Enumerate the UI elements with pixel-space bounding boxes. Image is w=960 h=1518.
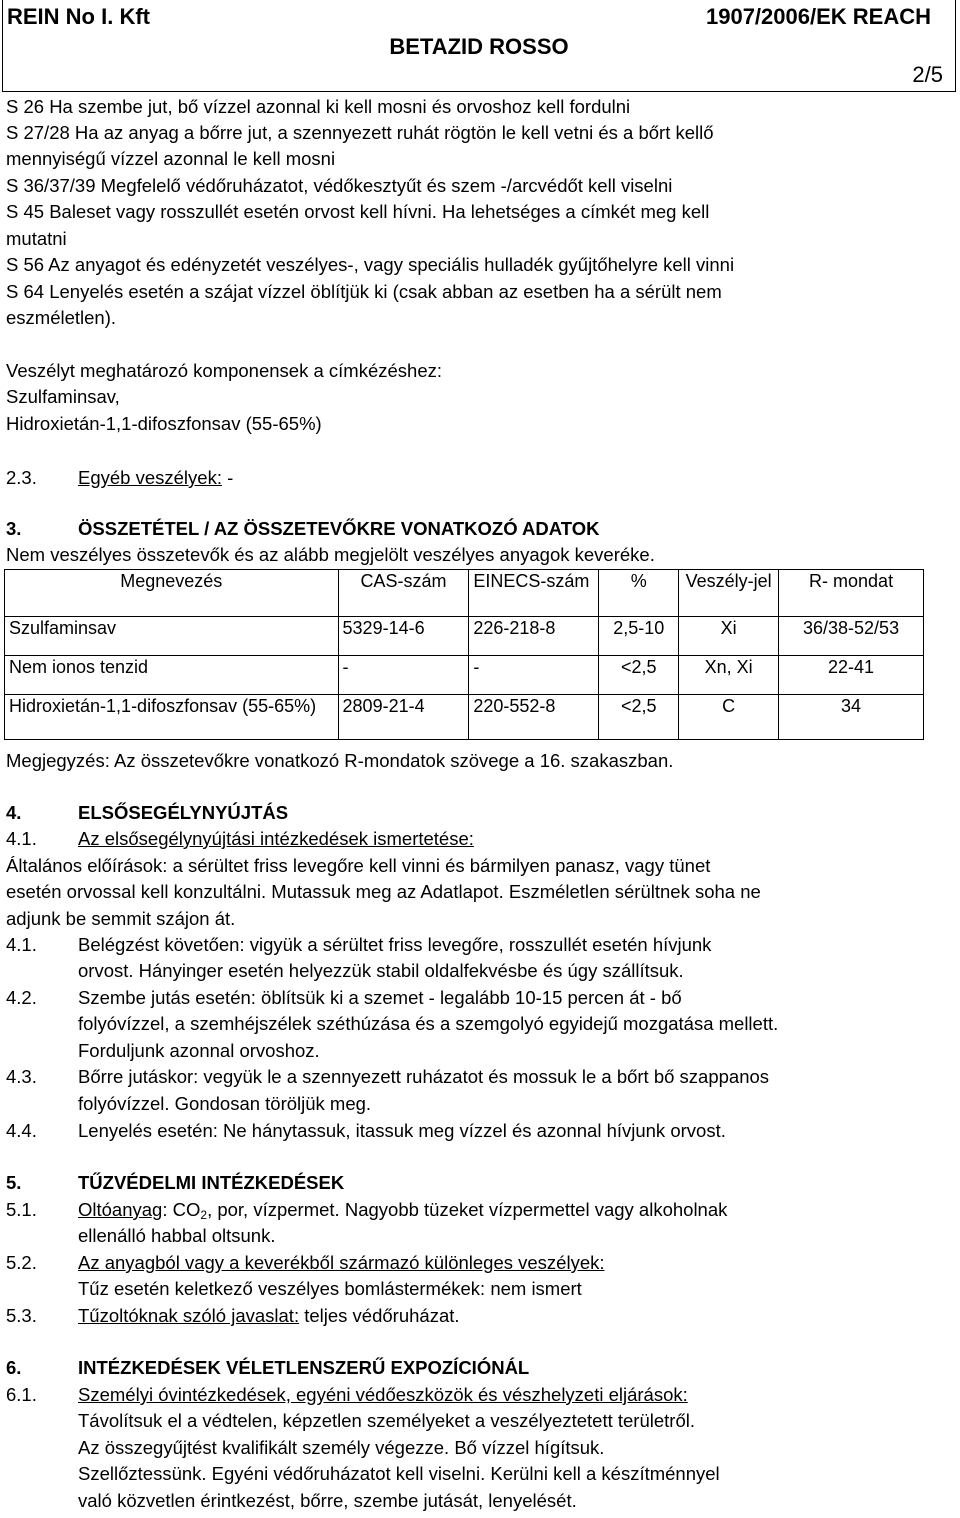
table-cell: Hidroxietán-1,1-difoszfonsav (55-65%) <box>5 695 339 740</box>
table-header-row <box>5 570 924 617</box>
table-cell: Xi <box>679 617 779 656</box>
other-hazards-label: Egyéb veszélyek: <box>78 467 222 488</box>
labeling-item: Hidroxietán-1,1-difoszfonsav (55-65%) <box>6 413 322 434</box>
extinguishing-media-line2: ellenálló habbal oltsunk. <box>78 1225 276 1246</box>
table-cell: 220-552-8 <box>469 695 599 740</box>
labeling-item: Szulfaminsav, <box>6 386 120 407</box>
extinguishing-media <box>78 1199 727 1221</box>
first-aid-skin: folyóvízzel. Gondosan töröljük meg. <box>78 1093 372 1114</box>
extinguishing-media-label: Oltóanyag <box>78 1199 163 1220</box>
labeling-title: Veszélyt meghatározó komponensek a címkézéshez: <box>6 360 443 381</box>
section-number: 4. <box>6 802 22 823</box>
special-hazards: Tűz esetén keletkező veszélyes bomlástermékek: nem ismert <box>78 1278 582 1299</box>
first-aid-inhalation: Belégzést követően: vigyük a sérültet friss levegőre, rosszullét esetén hívjunk <box>78 934 712 955</box>
other-hazards-value: - <box>221 467 234 488</box>
subsection-title: Az elsősegélynyújtási intézkedések ismertetése: <box>78 828 474 849</box>
subsection-number: 5.2. <box>6 1252 37 1273</box>
first-aid-inhalation: orvost. Hányinger esetén helyezzük stabil oldalfekvésbe és úgy szállítsuk. <box>78 960 684 981</box>
section-number: 5. <box>6 1172 22 1193</box>
subscript: 2 <box>200 1208 208 1222</box>
s-phrase-27-28-line1: S 27/28 Ha az anyag a bőrre jut, a szennyezett ruhát rögtön le kell vetni és a bőrt kellő <box>6 122 714 143</box>
composition-intro: Nem veszélyes összetevők és az alább megjelölt veszélyes anyagok keveréke. <box>6 544 655 565</box>
table-cell: 34 <box>779 695 924 740</box>
table-row <box>5 617 924 656</box>
s-phrase-45-line1: S 45 Baleset vagy rosszullét esetén orvost kell hívni. Ha lehetséges a címkét meg kell <box>6 201 710 222</box>
first-aid-skin: Bőrre jutáskor: vegyük le a szennyezett ruházatot és mossuk le a bőrt bő szappanos <box>78 1066 770 1087</box>
s-phrase-27-28-line2: mennyiségű vízzel azonnal le kell mosni <box>6 148 336 169</box>
first-aid-eye: Forduljunk azonnal orvoshoz. <box>78 1040 320 1061</box>
first-aid-eye: Szembe jutás esetén: öblítsük ki a szemet - legalább 10-15 percen át - bő <box>78 987 682 1008</box>
column-header: EINECS-szám <box>469 570 599 617</box>
section-title: ELSŐSEGÉLYNYÚJTÁS <box>78 802 289 823</box>
table-cell: 226-218-8 <box>469 617 599 656</box>
table-cell: <2,5 <box>599 695 679 740</box>
column-header: Megnevezés <box>5 570 339 617</box>
extinguishing-media-text: : CO <box>162 1199 201 1220</box>
section-number: 3. <box>6 518 22 539</box>
page-number: 2/5 <box>912 62 943 87</box>
section-number: 2.3. <box>6 467 37 488</box>
table-cell: Nem ionos tenzid <box>5 656 339 695</box>
subsection-number: 4.1. <box>6 828 37 849</box>
personal-precautions: való közvetlen érintkezést, bőrre, szembe jutását, lenyelését. <box>78 1490 577 1511</box>
product-name: BETAZID ROSSO <box>389 34 569 59</box>
section-title: TŰZVÉDELMI INTÉZKEDÉSEK <box>78 1172 345 1193</box>
item-number: 4.1. <box>6 934 37 955</box>
first-aid-general: Általános előírások: a sérültet friss levegőre kell vinni és bármilyen panasz, vagy tünet <box>6 855 711 876</box>
subsection-title: Személyi óvintézkedések, egyéni védőeszközök és vészhelyzeti eljárások: <box>78 1384 688 1405</box>
section-title: INTÉZKEDÉSEK VÉLETLENSZERŰ EXPOZÍCIÓNÁL <box>78 1357 530 1378</box>
subsection-number: 5.3. <box>6 1305 37 1326</box>
s-phrase-56: S 56 Az anyagot és edényzetét veszélyes-, vagy speciális hulladék gyűjtőhelyre kell vinni <box>6 254 735 275</box>
document-header <box>2 0 956 92</box>
personal-precautions: Szellőztessünk. Egyéni védőruházatot kell viselni. Kerülni kell a készítménnyel <box>78 1463 720 1484</box>
item-number: 4.2. <box>6 987 37 1008</box>
column-header: % <box>599 570 679 617</box>
table-cell: 5329-14-6 <box>338 617 469 656</box>
column-header: CAS-szám <box>338 570 469 617</box>
s-phrase-45-line2: mutatni <box>6 228 67 249</box>
table-cell: Xn, Xi <box>679 656 779 695</box>
first-aid-general: adjunk be semmit szájon át. <box>6 908 236 929</box>
s-phrase-26: S 26 Ha szembe jut, bő vízzel azonnal ki kell mosni és orvoshoz kell fordulni <box>6 96 631 117</box>
table-cell: 2809-21-4 <box>338 695 469 740</box>
s-phrase-64-line2: eszméletlen). <box>6 307 117 328</box>
section-number: 6. <box>6 1357 22 1378</box>
composition-note: Megjegyzés: Az összetevőkre vonatkozó R-mondatok szövege a 16. szakaszban. <box>6 750 674 771</box>
s-phrase-64-line1: S 64 Lenyelés esetén a szájat vízzel öblítjük ki (csak abban az esetben ha a sérült nem <box>6 281 722 302</box>
firefighter-advice-text: teljes védőruházat. <box>299 1305 460 1326</box>
subsection-title: Az anyagból vagy a keverékből származó különleges veszélyek: <box>78 1252 605 1273</box>
table-cell: Szulfaminsav <box>5 617 339 656</box>
table-row <box>5 656 924 695</box>
table-cell: <2,5 <box>599 656 679 695</box>
company-name: REIN No I. Kft <box>7 4 150 29</box>
other-hazards <box>78 467 233 489</box>
first-aid-ingestion: Lenyelés esetén: Ne hánytassuk, itassuk meg vízzel és azonnal hívjunk orvost. <box>78 1120 726 1141</box>
s-phrase-36-37-39: S 36/37/39 Megfelelő védőruházatot, védőkesztyűt és szem -/arcvédőt kell viselni <box>6 175 673 196</box>
table-cell: 36/38-52/53 <box>779 617 924 656</box>
regulation-ref: 1907/2006/EK REACH <box>705 4 931 29</box>
firefighter-advice-label: Tűzoltóknak szóló javaslat: <box>78 1305 300 1326</box>
personal-precautions: Az összegyűjtést kvalifikált személy végezze. Bő vízzel hígítsuk. <box>78 1437 605 1458</box>
table-cell: - <box>338 656 469 695</box>
personal-precautions: Távolítsuk el a védtelen, képzetlen személyeket a veszélyeztetett területről. <box>78 1410 695 1431</box>
item-number: 4.4. <box>6 1120 37 1141</box>
column-header: R- mondat <box>779 570 924 617</box>
subsection-number: 6.1. <box>6 1384 37 1405</box>
table-cell: 2,5-10 <box>599 617 679 656</box>
column-header: Veszély-jel <box>679 570 779 617</box>
subsection-number: 5.1. <box>6 1199 37 1220</box>
table-cell: C <box>679 695 779 740</box>
first-aid-general: esetén orvossal kell konzultálni. Mutassuk meg az Adatlapot. Eszméletlen sérültnek soha ne <box>6 881 761 902</box>
item-number: 4.3. <box>6 1066 37 1087</box>
composition-table <box>4 569 924 740</box>
table-row <box>5 695 924 740</box>
table-cell: - <box>469 656 599 695</box>
section-title: ÖSSZETÉTEL / AZ ÖSSZETEVŐKRE VONATKOZÓ ADATOK <box>78 518 600 539</box>
extinguishing-media-text: , por, vízpermet. Nagyobb tüzeket vízpermettel vagy alkoholnak <box>207 1199 728 1220</box>
first-aid-eye: folyóvízzel, a szemhéjszélek széthúzása és a szemgolyó egyidejű mozgatása mellett. <box>78 1013 779 1034</box>
firefighter-advice <box>78 1305 460 1327</box>
table-cell: 22-41 <box>779 656 924 695</box>
